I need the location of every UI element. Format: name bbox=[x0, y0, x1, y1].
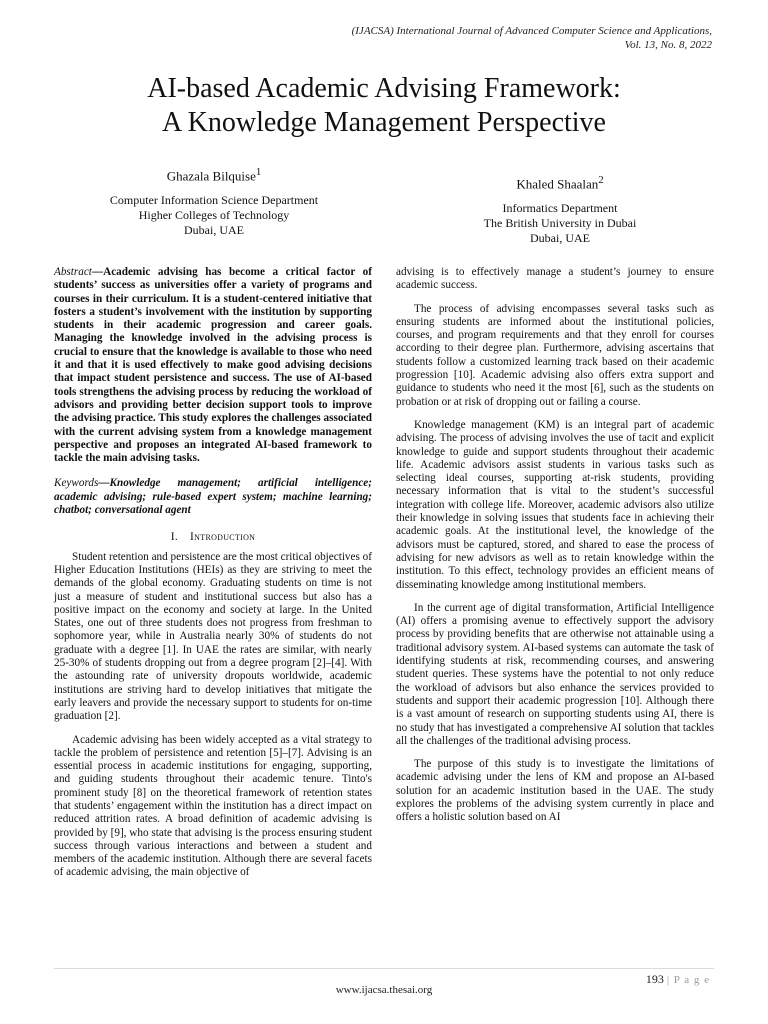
journal-name: (IJACSA) International Journal of Advanced Computer Science and Applications, bbox=[351, 25, 712, 37]
author-city: Dubai, UAE bbox=[184, 223, 244, 238]
author-affiliation-mark: 2 bbox=[598, 174, 604, 186]
author-name-2 bbox=[410, 173, 710, 191]
left-column bbox=[54, 266, 372, 890]
author-name-text: Ghazala Bilquise bbox=[166, 168, 256, 184]
author-affiliation-mark: 1 bbox=[255, 166, 262, 178]
page-number-value: 193 bbox=[645, 972, 664, 986]
abstract-text: —Academic advising has become a critical factor of students’ success as universities offer a variety of programs and courses in their curriculum. It is a student-centered initiative that fosters a student’s involvement with the institution by supporting students in their academic progression and career goals. Managing the knowledge involved in the advising process is crucial to ensure that the knowledge is available to those who need it and that it is used effectively to make good advising decisions that impact student persistence and success. The use of AI-based tools strengthens the advising process by reducing the workload of advisors and providing better decision support tools to improve the advising practice. This study explores the challenges associated with the current advising system from a knowledge management perspective and proposes an integrated AI-based framework to tackle the main advising tasks. bbox=[54, 266, 372, 465]
paper-title bbox=[0, 72, 768, 140]
author-department: Informatics Department bbox=[502, 201, 618, 216]
author-block-1 bbox=[64, 165, 364, 238]
title-line-1: AI-based Academic Advising Framework: bbox=[147, 73, 621, 104]
abstract bbox=[54, 266, 372, 465]
author-name-1 bbox=[64, 165, 364, 183]
journal-header bbox=[192, 24, 712, 52]
paragraph: Student retention and persistence are the most critical objectives of Higher Education Institutions (HEIs) as they are striving to meet the demands of the global economy. Graduating students on time is not just a measure of student and institutional success but also has a positive impact on the economy and society at large. In the United States, one out of three students does not progress from freshman to sophomore year, while in Australia nearly 30% of students do not graduate with a degree [1]. In UAE the rates are similar, with nearly 25-30% of students dropping out from a degree program [2]–[4]. With the astounding rate of university dropouts worldwide, academic institutions are striving hard to develop initiatives that mitigate the early leavers and provide the necessary support to students for on-time graduation [2]. bbox=[54, 550, 372, 723]
keywords-text: —Knowledge management; artificial intelligence; academic advising; rule-based expert system; machine learning; chatbot; conversational agent bbox=[54, 477, 372, 517]
paragraph: The purpose of this study is to investigate the limitations of academic advising under the lens of KM and propose an AI-based solution for an academic institution based in the UAE. The study explores the problems of the advising system currently in place and offers a holistic solution based on AI bbox=[396, 758, 714, 824]
author-name-text: Khaled Shaalan bbox=[516, 176, 599, 192]
title-line-2: A Knowledge Management Perspective bbox=[162, 107, 606, 138]
author-city: Dubai, UAE bbox=[530, 231, 590, 246]
section-number: I. bbox=[170, 531, 179, 544]
author-department: Computer Information Science Department bbox=[109, 193, 319, 208]
journal-volume: Vol. 13, No. 8, 2022 bbox=[624, 39, 712, 51]
paragraph: Knowledge management (KM) is an integral part of academic advising. The process of advising involves the use of tacit and explicit knowledge to guide and support students throughout their academic life. Academic advisors assist students in various tasks such as selecting ideal courses, supporting at-risk students, providing necessary information that is vital to the student’s successful integration with college life. Moreover, academic advisors also utilize their knowledge in solving issues that students face in achieving their academic goals. At the institutional level, the knowledge of the advisors must be captured, stored, and shared to ease the process of advising for new advisors as well as to retain knowledge within the institution. To this effect, technology provides an efficient means of disseminating knowledge among institutional members. bbox=[396, 418, 714, 591]
right-column bbox=[396, 266, 714, 835]
paragraph: The process of advising encompasses several tasks such as ensuring students are informed about the institutional policies, courses, and program requirements and that they enroll for courses according to their degree plan. Furthermore, advising ascertains that students follow a customized learning track based on their academic progression [10]. Academic advising also offers extra support and guidance to students who need it the most [6], such as the students on probation or at risk of dropping out or failing a course. bbox=[396, 302, 714, 408]
footer-divider bbox=[54, 968, 714, 969]
paragraph: In the current age of digital transformation, Artificial Intelligence (AI) offers a promising avenue to effectively support the advisory process by providing benefits that are otherwise not attainable using a traditional advisory system. AI-based systems can automate the task of identifying students at risk, recommending courses, and answering student queries. These systems have the potential to not only reduce the workload of advisors but also enhance the services provided to students and support their academic progression [10]. Although there is a vast amount of research on supporting students using AI, there is no study that has investigated a comprehensive AI solution that tackles all the challenges of the traditional advising process. bbox=[396, 601, 714, 747]
paragraph: advising is to effectively manage a student’s journey to ensure academic success. bbox=[396, 266, 714, 292]
paragraph: Academic advising has been widely accepted as a vital strategy to tackle the problem of persistence and retention [5]–[7]. Advising is an essential process in academic institutions for engaging, supporting, and guiding students throughout their academic tenure. Tinto's prominent study [8] on the theoretical framework of retention states that students’ engagement within the institution has a direct impact on reduced attrition rates. A broad definition of academic advising is provided by [9], who state that advising is the process ensuring student success through various interactions and between a student and members of the academic institution. Although there are several facets of academic advising, the main objective of bbox=[54, 733, 372, 879]
author-institution: The British University in Dubai bbox=[483, 216, 637, 231]
section-heading bbox=[54, 531, 372, 544]
footer-url: www.ijacsa.thesai.org bbox=[335, 984, 433, 996]
page-label: | P a g e bbox=[666, 974, 710, 986]
abstract-lead: Abstract bbox=[54, 266, 92, 278]
author-institution: Higher Colleges of Technology bbox=[138, 208, 290, 223]
author-block-2 bbox=[410, 173, 710, 246]
section-title: Introduction bbox=[190, 531, 256, 544]
keywords bbox=[54, 477, 372, 517]
keywords-lead: Keywords bbox=[54, 477, 99, 490]
